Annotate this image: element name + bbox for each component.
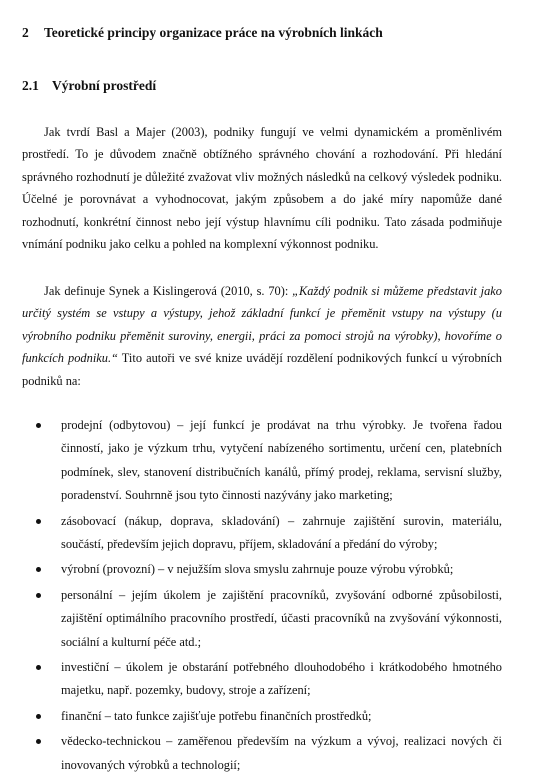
bullet-icon (36, 665, 41, 670)
list-item-text: prodejní (odbytovou) – její funkcí je prodávat na trhu výrobky. Je tvořena řadou činností, jako je výzkum trhu, vytyčení nabízeného sortimentu, určení cen, platebních podmínek, slev, stanovení distribučních kanálů, přímý prodej, reklama, servisní služby, poradenství. Souhrnně jsou tyto činnosti nazývány jako marketing; (61, 418, 502, 503)
section-title: Výrobní prostředí (52, 78, 157, 93)
paragraph-basl-majer: Jak tvrdí Basl a Majer (2003), podniky fungují ve velmi dynamickém a proměnlivém prostředí. To je důvodem značně obtížného správného chování a rozhodování. Při hledání správného rozhodnutí je důležité zvažovat vliv možných následků na celkový výsledek podniku. Účelné je porovnávat a vyhodnocovat, jakým způsobem a do jaké míry napomůže dané rozhodnutí, konkrétní činnost nebo její výstup hlavnímu cíli podniku. Tato zásada podmiňuje vnímání podniku jako celku a pohled na komplexní výkonnost podniku. (22, 125, 502, 252)
bullet-icon (36, 593, 41, 598)
list-item-text: finanční – tato funkce zajišťuje potřebu finančních prostředků; (61, 708, 372, 723)
list-item (22, 730, 502, 777)
list-item (22, 656, 502, 703)
section-heading (22, 78, 156, 94)
list-item (22, 705, 502, 728)
functions-list (22, 414, 502, 779)
bullet-icon (36, 423, 41, 428)
bullet-icon (36, 714, 41, 719)
chapter-title: Teoretické principy organizace práce na výrobních linkách (44, 25, 383, 40)
list-item-text: investiční – úkolem je obstarání potřebného dlouhodobého i krátkodobého hmotného majetku, např. pozemky, budovy, stroje a zařízení; (61, 660, 502, 698)
paragraph-outro: Tito autoři ve své knize uvádějí rozdělení podnikových funkcí u výrobních podniků na: (22, 351, 502, 388)
section-number: 2.1 (22, 78, 39, 93)
list-item (22, 414, 502, 508)
list-item-text: vědecko-technickou – zaměřenou především na výzkum a vývoj, realizaci nových či inovovaných výrobků a technologií; (61, 734, 502, 772)
list-item-text: personální – jejím úkolem je zajištění pracovníků, zvyšování odborné způsobilosti, zajištění optimálního pracovního prostředí, účasti pracovníků na zvyšování výkonnosti, sociální a kulturní péče atd.; (61, 587, 502, 649)
list-item (22, 510, 502, 557)
list-item-text: zásobovací (nákup, doprava, skladování) – zahrnuje zajištění surovin, materiálu, součástí, především jejich dopravu, příjem, skladování a předání do výroby; (61, 513, 502, 552)
list-item-text: výrobní (provozní) – v nejužším slova smyslu zahrnuje pouze výrobu výrobků; (61, 562, 454, 577)
bullet-icon (36, 567, 41, 572)
bullet-icon (36, 739, 41, 744)
paragraph-synek-definition (22, 280, 502, 392)
chapter-number: 2 (22, 25, 29, 40)
list-item (22, 558, 502, 581)
definition-quote: „Každý podnik si můžeme představit jako určitý systém se vstupy a výstupy, jehož základní funkcí je přeměnit vstupy na výstupy (u výrobního podniku přeměnit suroviny, energii, práci za pomoci strojů na výrobky), hovoříme o funkcích podniku.“ (22, 284, 502, 366)
chapter-heading (22, 25, 383, 41)
list-item (22, 584, 502, 654)
bullet-icon (36, 519, 41, 524)
paragraph-intro: Jak definuje Synek a Kislingerová (2010, s. 70): (44, 284, 293, 298)
